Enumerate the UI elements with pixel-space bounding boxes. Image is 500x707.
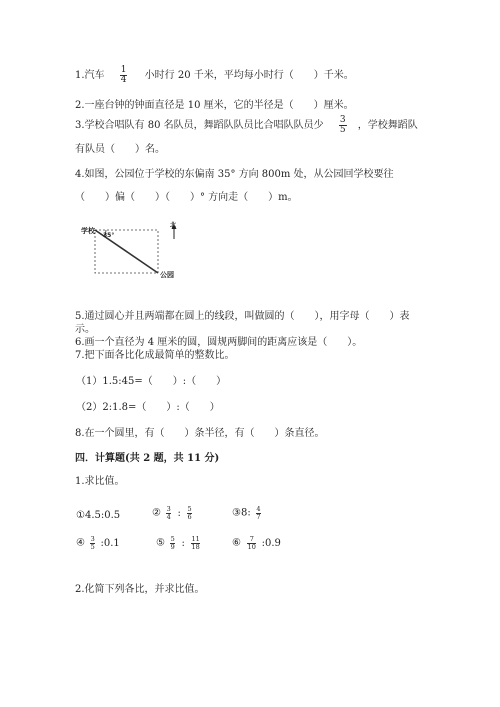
question-7-item-2: （2）2:1.8=（ ）:（ ） (76, 402, 220, 413)
question-2: 2.一座台钟的钟面直径是 10 厘米，它的半径是（ ）厘米。 (75, 100, 354, 111)
question-4-line-1: 4.如图，公园位于学校的东偏南 35° 方向 800m 处，从公园回学校要往 (75, 169, 394, 180)
question-7: 7.把下面各比化成最简单的整数比。 (75, 350, 235, 361)
fraction: $\frac{11}{18}$ (191, 535, 200, 551)
fraction: $\frac{5}{9}$ (170, 535, 175, 551)
fraction: $\frac{3}{4}$ (166, 505, 171, 521)
calc-1-title: 1.求比值。 (75, 476, 125, 487)
fraction: $\frac{5}{6}$ (187, 505, 192, 521)
question-7-item-1: （1）1.5:45=（ ）:（ ） (76, 376, 227, 387)
calc-1-item-2: ② $\frac{3}{4}$ : $\frac{5}{6}$ (152, 505, 192, 521)
angle-label: 35° (103, 232, 115, 239)
calc-2-title: 2.化简下列各比，并求比值。 (75, 584, 205, 595)
section-4-title: 四．计算题(共 2 题，共 11 分) (75, 453, 220, 464)
direction-diagram (72, 218, 192, 280)
question-6: 6.画一个直径为 4 厘米的圆，圆规两脚间的距离应该是（ ）。 (75, 337, 363, 348)
question-5-line-2: 示。 (75, 324, 95, 335)
question-3-line-1: 3.学校合唱队有 80 名队员，舞蹈队队员比合唱队队员少 $\frac{3}{5}$ ，学校舞蹈队 (75, 115, 418, 135)
fraction: $\frac{4}{7}$ (256, 505, 261, 521)
fraction: $\frac{3}{5}$ (90, 535, 95, 551)
question-5-line-1: 5.通过圆心并且两端都在圆上的线段，叫做圆的（ ），用字母（ ）表 (75, 311, 410, 322)
school-label: 学校 (81, 227, 95, 235)
calc-1-item-4: ④ $\frac{3}{5}$ :0.1 (76, 535, 120, 551)
fraction-one-quarter: $\frac{1}{4}$ (120, 65, 127, 85)
fraction: $\frac{7}{10}$ (247, 535, 256, 551)
calc-1-item-6: ⑥ $\frac{7}{10}$ :0.9 (232, 535, 281, 551)
calc-1-item-1: ①4.5:0.5 (76, 510, 121, 521)
question-3-line-2: 有队员（ ）名。 (75, 144, 165, 155)
fraction-three-fifths: $\frac{3}{5}$ (339, 115, 346, 135)
park-label: 公园 (160, 271, 174, 279)
calc-1-item-3: ③8: $\frac{4}{7}$ (232, 505, 261, 521)
question-1: 1.汽车 $\frac{1}{4}$ 小时行 20 千米，平均每小时行（ ）千米。 (75, 65, 354, 85)
calc-1-item-5: ⑤ $\frac{5}{9}$ : $\frac{11}{18}$ (156, 535, 200, 551)
question-4-line-2: （ ）偏（ ）（ ）° 方向走（ ）m。 (75, 192, 298, 203)
question-8: 8.在一个圆里，有（ ）条半径，有（ ）条直径。 (75, 428, 325, 439)
north-label: 北 (170, 222, 177, 229)
